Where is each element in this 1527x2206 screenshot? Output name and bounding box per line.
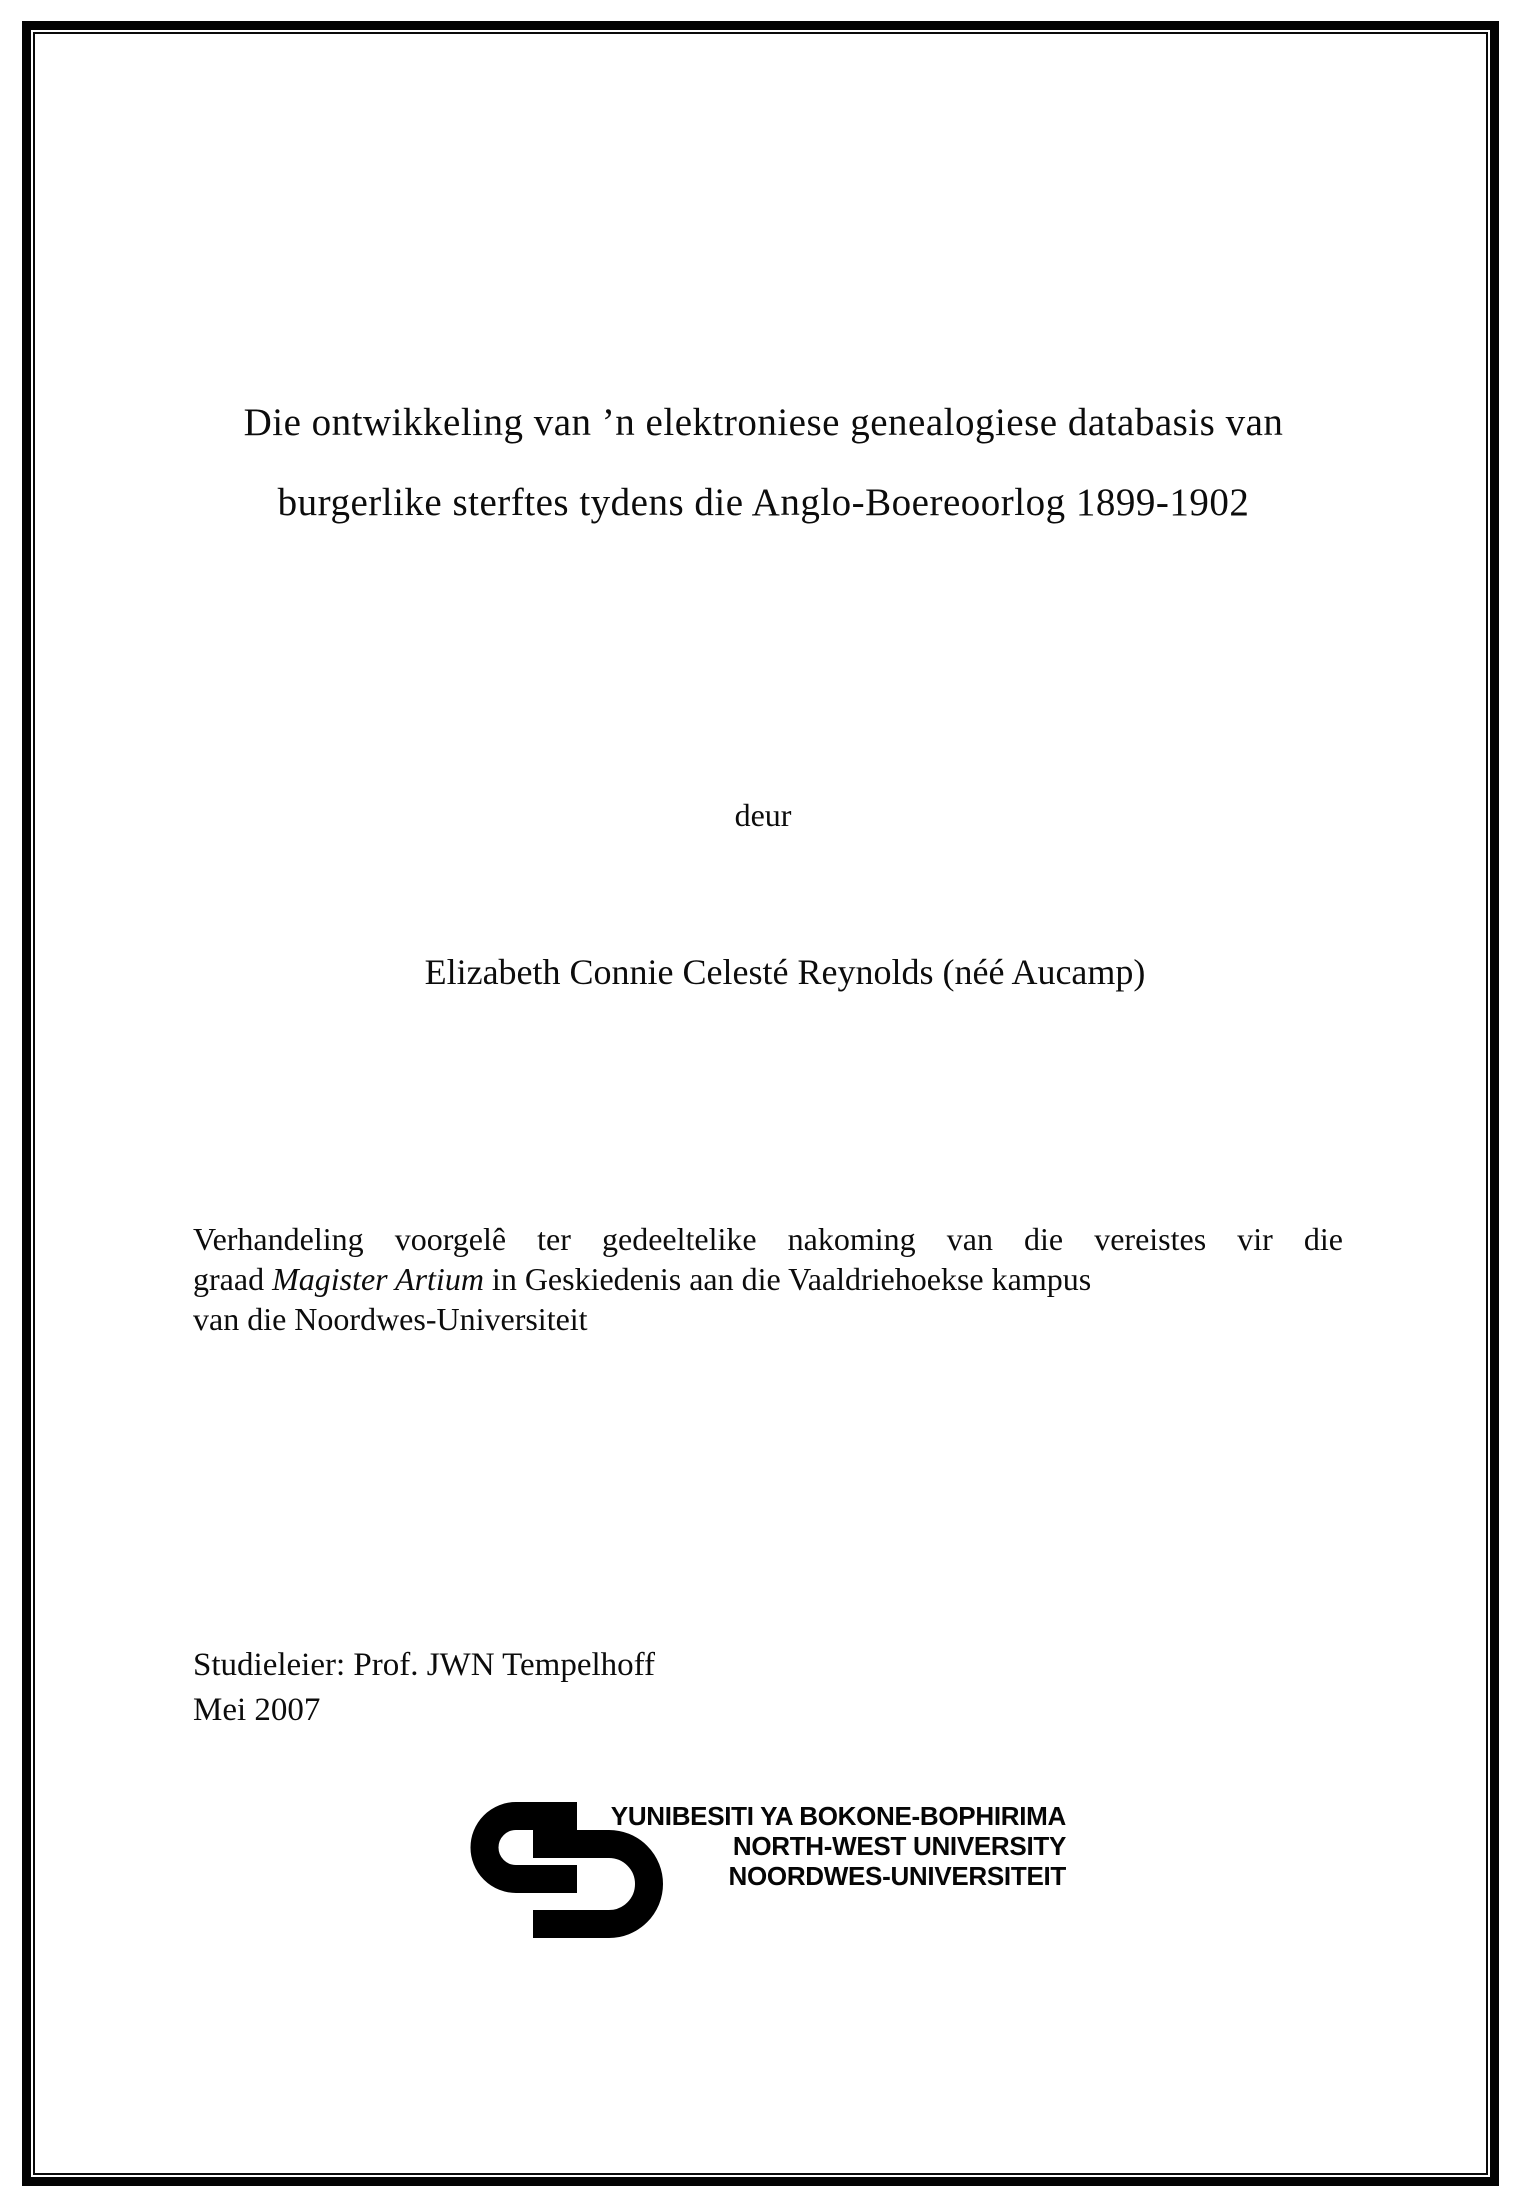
degree-statement-line2-post: in Geskiedenis aan die Vaaldriehoekse kampus — [483, 1261, 1092, 1297]
degree-statement-line1: Verhandeling voorgelê ter gedeeltelike nakoming van die vereistes vir die — [193, 1221, 1343, 1257]
degree-statement-line3: van die Noordwes-Universiteit — [193, 1301, 588, 1337]
byline: deur — [734, 797, 792, 833]
degree-name-italic: Magister Artium — [272, 1261, 484, 1297]
logo-text-setswana: YUNIBESITI YA BOKONE-BOPHIRIMA — [610, 1801, 1066, 1831]
thesis-title-line2: burgerlike sterftes tydens die Anglo-Boereoorlog 1899-1902 — [277, 481, 1250, 524]
author-name: Elizabeth Connie Celesté Reynolds (néé Aucamp) — [424, 952, 1146, 992]
supervisor-line: Studieleier: Prof. JWN Tempelhoff — [193, 1647, 656, 1683]
logo-text-afrikaans: NOORDWES-UNIVERSITEIT — [728, 1861, 1066, 1891]
logo-text-english: NORTH-WEST UNIVERSITY — [732, 1831, 1066, 1861]
degree-statement — [193, 1219, 1343, 1339]
thesis-title-line1: Die ontwikkeling van ’n elektroniese genealogiese databasis van — [243, 401, 1284, 444]
degree-statement-line2-pre: graad — [193, 1261, 273, 1297]
supervisor-block — [193, 1643, 655, 1733]
logo-wordmark — [588, 1801, 1066, 1891]
university-logo — [458, 1795, 1078, 1945]
degree-statement-line2 — [193, 1259, 1343, 1299]
date-line: Mei 2007 — [193, 1692, 321, 1728]
thesis-title — [95, 383, 1432, 543]
